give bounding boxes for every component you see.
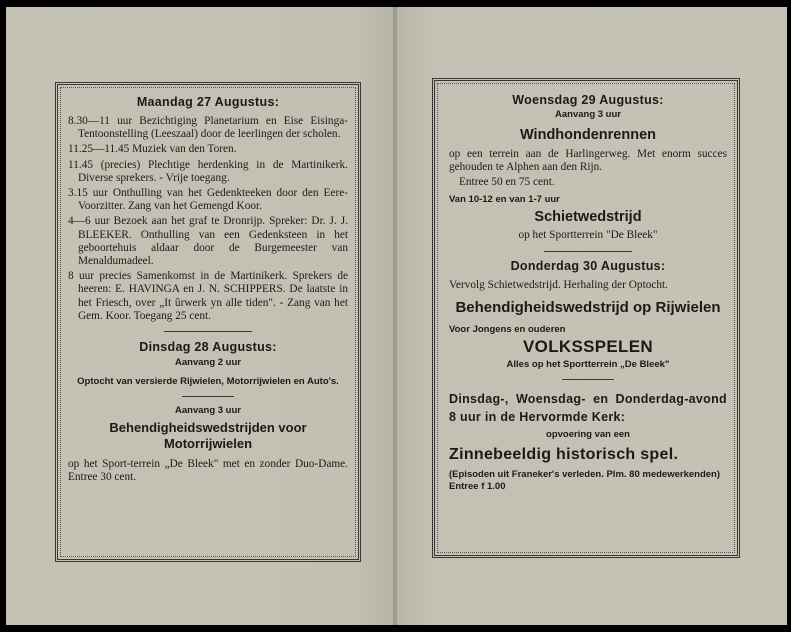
program-entry: 11.25—11.45 Muziek van den Toren.: [68, 143, 237, 156]
event-location: op het Sportterrein "De Bleek": [518, 228, 658, 241]
contest-title: Behendigheidswedstrijden voor Motorrijwielen: [109, 420, 307, 452]
event-location: Alles op het Sportterrein „De Bleek": [506, 359, 670, 371]
event-title-shooting: Schietwedstrijd: [534, 208, 642, 225]
start-time: Aanvang 3 uur: [555, 109, 621, 120]
times-text: Van 10-12 en van 1-7 uur: [449, 193, 560, 205]
event-text: op een terrein aan de Harlingerweg. Met enorm succes gehouden te Alphen aan den Rijn.: [449, 148, 727, 174]
event-title-folk-games: VOLKSSPELEN: [523, 337, 653, 357]
section-divider: [164, 331, 252, 332]
right-program-frame: [432, 78, 740, 558]
event-title-cycling: Behendigheidswedstrijd op Rijwielen: [455, 299, 721, 317]
play-title: Zinnebeeldig historisch spel.: [449, 446, 679, 464]
day-heading-wednesday: Woensdag 29 Augustus:: [512, 93, 664, 107]
day-heading-thursday: Donderdag 30 Augustus:: [510, 258, 666, 273]
start-time: Aanvang 2 uur: [175, 357, 241, 369]
section-divider: [544, 251, 632, 252]
start-time: Aanvang 3 uur: [175, 405, 241, 417]
program-entry: 8.30—11 uur Bezichtiging Planetarium en Eise Eisinga-Tentoonstelling (Leeszaal) door de leerlingen der scholen.: [68, 115, 348, 141]
audience-text: Voor Jongens en ouderen: [449, 324, 566, 336]
day-heading-tuesday: Dinsdag 28 Augustus:: [139, 340, 277, 355]
event-title-greyhounds: Windhondenrennen: [520, 127, 656, 143]
parade-text: Optocht van versierde Rijwielen, Motorrijwielen en Auto's.: [77, 376, 339, 388]
left-program-frame: [55, 82, 361, 562]
program-entry: 4—6 uur Bezoek aan het graf te Dronrijp. Spreker: Dr. J. J. BLEEKER. Onthulling van een Gedenksteen in het geboortehuis aldaar door de Burgemeester van Menaldumadeel.: [68, 215, 348, 268]
contest-text: op het Sport-terrein „De Bleek" met en zonder Duo-Dame. Entree 30 cent.: [68, 458, 348, 484]
play-intro: opvoering van een: [546, 429, 630, 441]
evening-heading: Dinsdag-, Woensdag- en Donderdag-avond 8 uur in de Hervormde Kerk:: [449, 392, 727, 425]
entree-text: Entree 50 en 75 cent.: [459, 176, 555, 189]
section-divider: [562, 379, 614, 380]
day-heading-monday: Maandag 27 Augustus:: [136, 95, 280, 109]
continued-text: Vervolg Schietwedstrijd. Herhaling der Optocht.: [449, 278, 668, 291]
program-entry: 8 uur precies Samenkomst in de Martinikerk. Sprekers de heeren: E. HAVINGA en J. N. SCHIPPERS. De laatste in het Friesch, over „It ûrwerk yn alle tiden". - Zang van het Gem. Koor. Toegang 25 cent.: [68, 270, 348, 322]
section-divider: [182, 396, 234, 397]
program-entry: 11.45 (precies) Plechtige herdenking in de Martinikerk. Diverse sprekers. - Vrije toegang.: [68, 158, 348, 184]
program-entry: 3.15 uur Onthulling van het Gedenkteeken door den Eere-Voorzitter. Zang van het Gemengd Koor.: [68, 187, 348, 213]
play-note: (Episoden uit Franeker's verleden. Plm. 80 medewerkenden) Entree f 1.00: [449, 469, 720, 493]
